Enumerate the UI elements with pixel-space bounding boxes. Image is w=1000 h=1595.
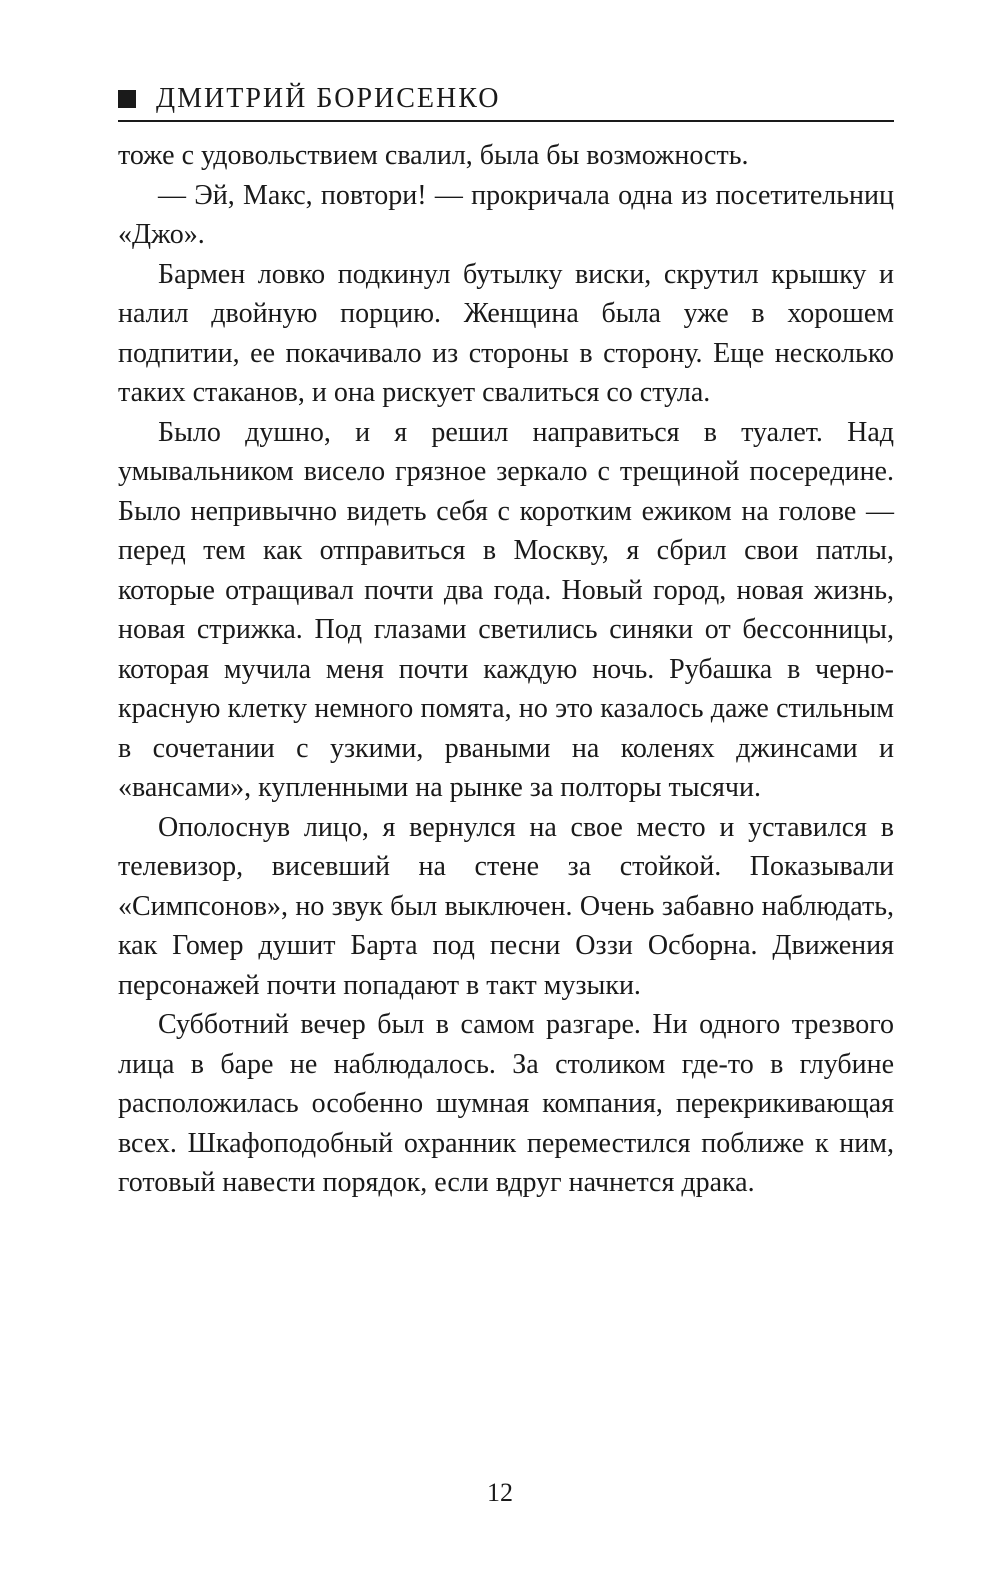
running-header xyxy=(118,76,894,122)
body-text xyxy=(118,136,894,1203)
paragraph-dialogue: — Эй, Макс, повтори! — прокричала одна из посетительниц «Джо». xyxy=(118,179,894,250)
paragraph-continued: тоже с удовольствием свалил, была бы возможность. xyxy=(118,140,749,171)
paragraph: Бармен ловко подкинул бутылку виски, скрутил крышку и налил двойную порцию. Женщина была уже в хорошем подпитии, ее покачивало из стороны в сторону. Еще несколько таких стаканов, и она рискует свалиться со стула. xyxy=(118,258,894,408)
paragraph: Ополоснув лицо, я вернулся на свое место и уставился в телевизор, висевший на стене за стойкой. Показывали «Симпсонов», но звук был выключен. Очень забавно наблюдать, как Гомер душит Барта под песни Оззи Осборна. Движения персонажей почти попадают в такт музыки. xyxy=(118,811,894,1001)
header-square-marker xyxy=(118,90,136,108)
header-rule xyxy=(118,120,894,122)
paragraph: Субботний вечер был в самом разгаре. Ни одного трезвого лица в баре не наблюдалось. За столиком где-то в глубине расположилась особенно шумная компания, перекрикивающая всех. Шкафоподобный охранник переместился поближе к ним, готовый навести порядок, если вдруг начнется драка. xyxy=(118,1009,894,1198)
header-author-name: ДМИТРИЙ БОРИСЕНКО xyxy=(156,83,501,114)
paragraph: Было душно, и я решил направиться в туалет. Над умывальником висело грязное зеркало с трещиной посередине. Было непривычно видеть себя с коротким ежиком на голове — перед тем как отправиться в Москву, я сбрил свои патлы, которые отращивал почти два года. Новый город, новая жизнь, новая стрижка. Под глазами светились синяки от бессонницы, которая мучила меня почти каждую ночь. Рубашка в черно-красную клетку немного помята, но это казалось даже стильным в сочетании с узкими, рваными на коленях джинсами и «вансами», купленными на рынке за полторы тысячи. xyxy=(118,416,894,803)
page-number: 12 xyxy=(487,1478,513,1507)
